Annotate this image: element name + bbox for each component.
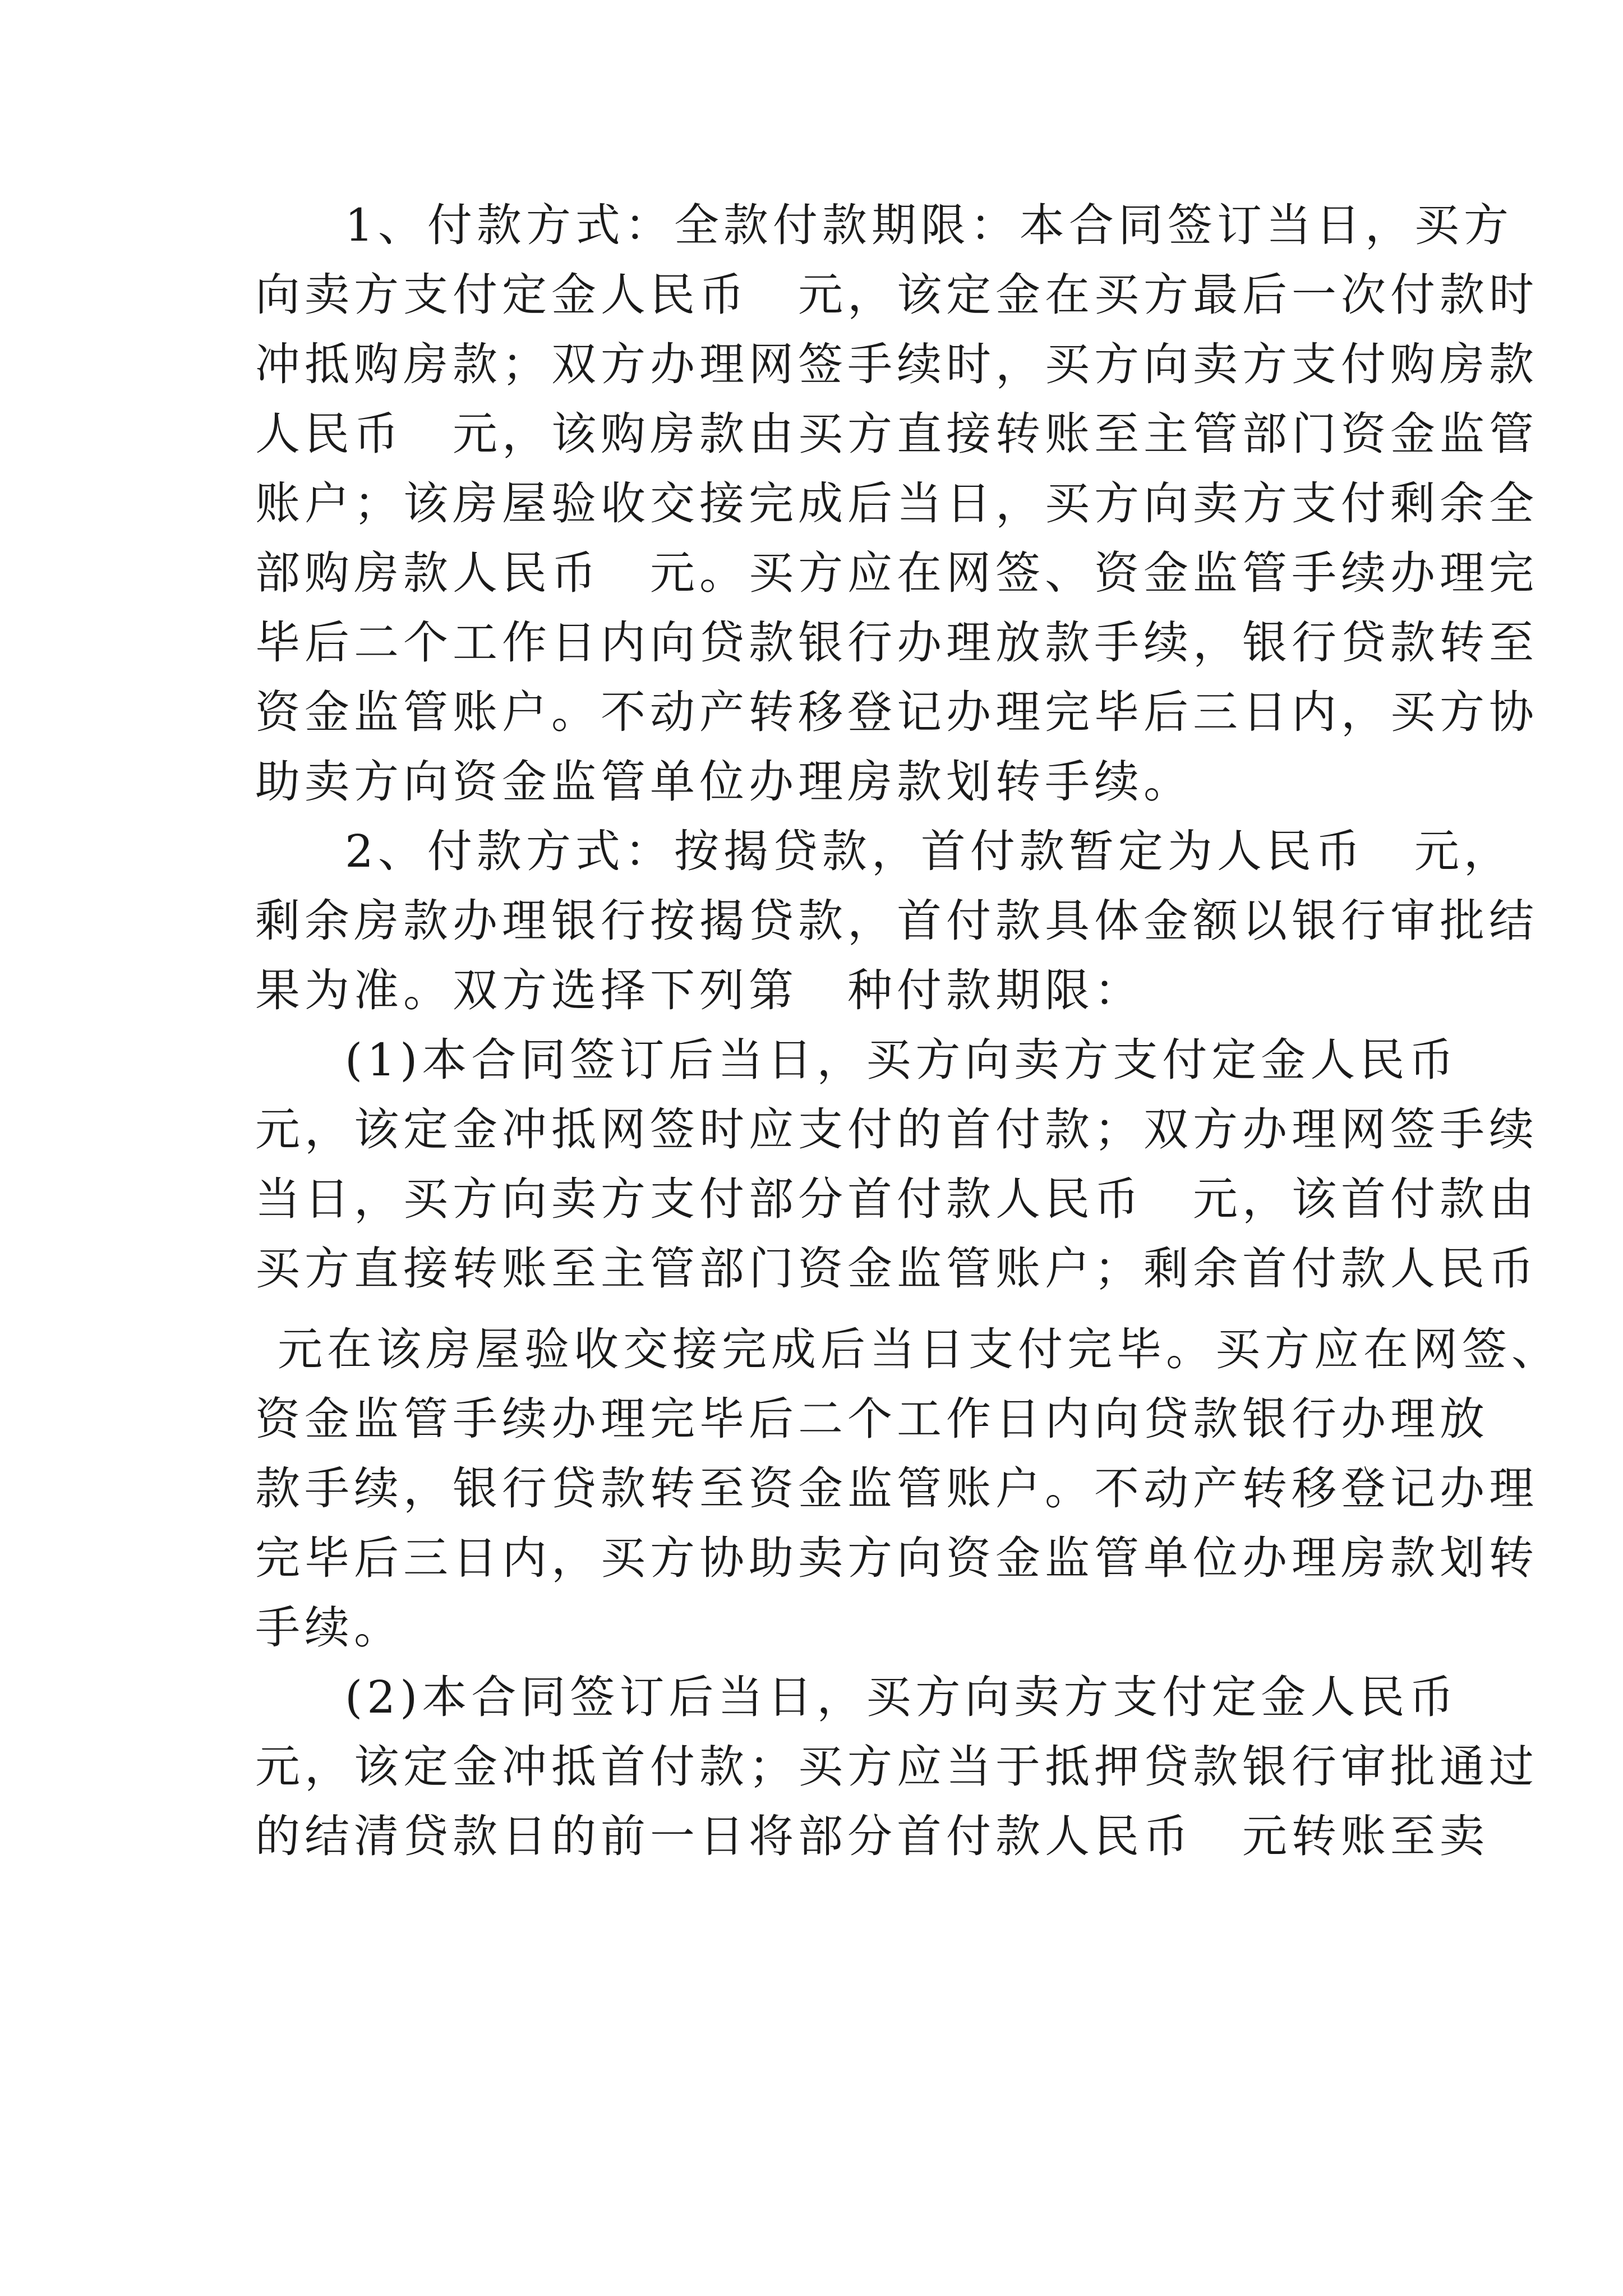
text-line: 助卖方向资金监管单位办理房款划转手续。 <box>255 756 1193 808</box>
text-line: 资金监管手续办理完毕后二个工作日内向贷款银行办理放 <box>255 1393 1489 1445</box>
contract-text <box>255 191 1561 1871</box>
text-line: 果为准。双方选择下列第 种付款期限： <box>255 964 1144 1016</box>
text-line: 完毕后三日内，买方协助卖方向资金监管单位办理房款划转 <box>255 1532 1538 1584</box>
text-line: 的结清贷款日的前一日将部分首付款人民币 元转账至卖 <box>255 1810 1489 1862</box>
text-line: 冲抵购房款；双方办理网签手续时，买方向卖方支付购房款 <box>255 338 1538 390</box>
text-line: (1)本合同签订后当日，买方向卖方支付定金人民币 <box>345 1034 1459 1086</box>
text-line: 手续。 <box>255 1602 403 1654</box>
text-line: 资金监管账户。不动产转移登记办理完毕后三日内，买方协 <box>255 686 1538 738</box>
text-line: 元，该定金冲抵网签时应支付的首付款；双方办理网签手续 <box>255 1103 1538 1156</box>
text-line: 买方直接转账至主管部门资金监管账户；剩余首付款人民币 <box>255 1243 1538 1295</box>
text-line: 人民币 元，该购房款由买方直接转账至主管部门资金监管 <box>255 408 1538 460</box>
text-line: (2)本合同签订后当日，买方向卖方支付定金人民币 <box>345 1671 1459 1723</box>
text-line: 元在该房屋验收交接完成后当日支付完毕。买方应在网签、 <box>278 1323 1561 1375</box>
text-line: 款手续，银行贷款转至资金监管账户。不动产转移登记办理 <box>255 1462 1538 1515</box>
text-line: 毕后二个工作日内向贷款银行办理放款手续，银行贷款转至 <box>255 616 1538 669</box>
text-line: 部购房款人民币 元。买方应在网签、资金监管手续办理完 <box>255 547 1538 599</box>
text-line: 账户；该房屋验收交接完成后当日，买方向卖方支付剩余全 <box>255 477 1538 530</box>
text-line: 剩余房款办理银行按揭贷款，首付款具体金额以银行审批结 <box>255 895 1538 947</box>
text-line: 1、付款方式：全款付款期限：本合同签订当日，买方 <box>345 199 1513 251</box>
text-line: 向卖方支付定金人民币 元，该定金在买方最后一次付款时 <box>255 269 1538 321</box>
text-line: 元，该定金冲抵首付款；买方应当于抵押贷款银行审批通过 <box>255 1741 1538 1793</box>
text-line: 当日，买方向卖方支付部分首付款人民币 元，该首付款由 <box>255 1173 1538 1225</box>
text-line: 2、付款方式：按揭贷款，首付款暂定为人民币 元， <box>345 825 1513 877</box>
